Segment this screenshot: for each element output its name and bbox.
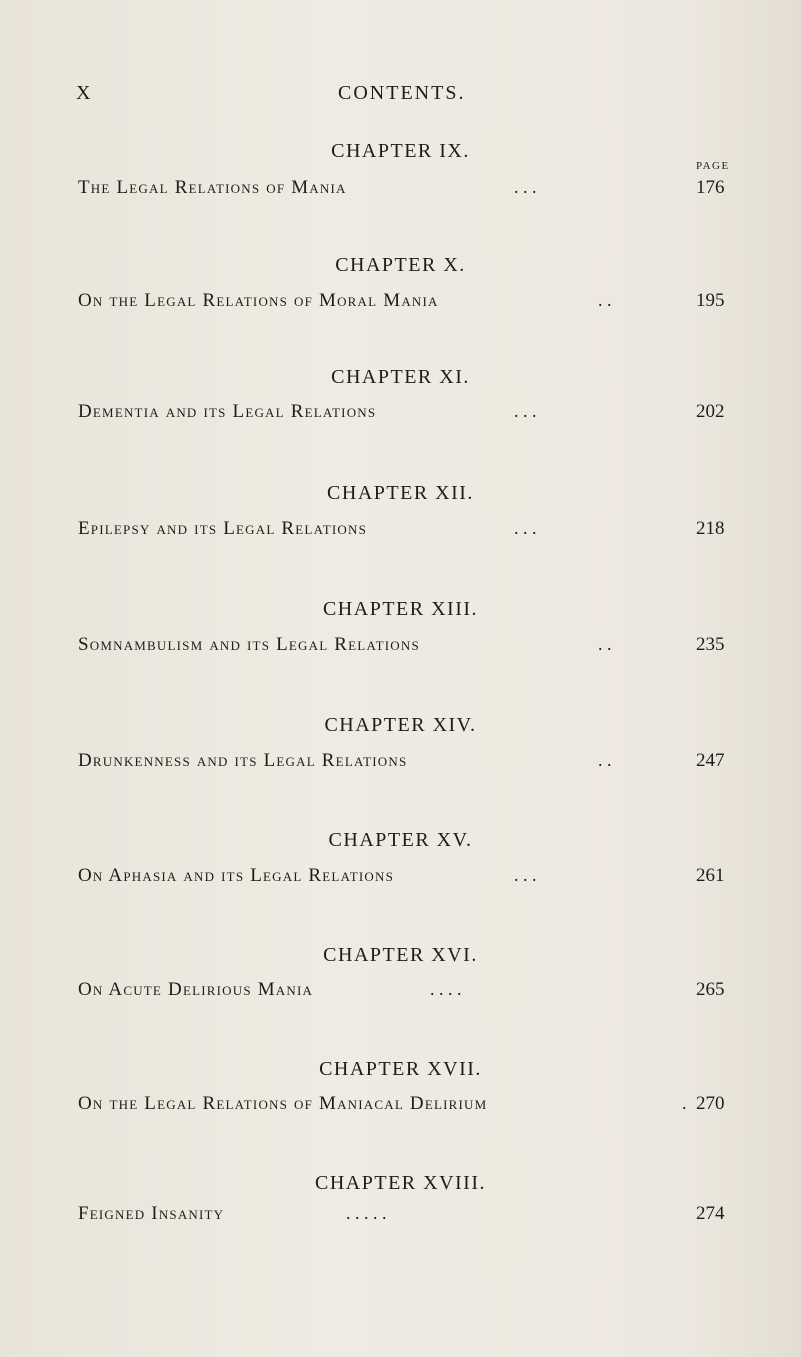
- toc-entry-title: Feigned Insanity: [78, 1203, 225, 1224]
- chapter-heading: CHAPTER XV.: [328, 829, 473, 851]
- toc-entry-page: 235: [696, 634, 725, 655]
- toc-entry-title: Epilepsy and its Legal Relations: [78, 518, 368, 539]
- toc-entry: [78, 1203, 738, 1227]
- dot-leaders: . .: [598, 290, 612, 310]
- chapter-heading: CHAPTER X.: [335, 254, 466, 276]
- dot-leaders: . .: [598, 634, 612, 654]
- toc-entry-page: 261: [696, 865, 725, 886]
- toc-entry: [78, 290, 738, 314]
- toc-entry-page: 274: [696, 1203, 725, 1224]
- dot-leaders: . .: [598, 750, 612, 770]
- toc-entry-title: The Legal Relations of Mania: [78, 177, 347, 198]
- toc-entry: [78, 401, 738, 425]
- chapter-heading: CHAPTER XVII.: [319, 1058, 482, 1080]
- chapter-heading: CHAPTER IX.: [331, 140, 470, 162]
- toc-entry-title: On the Legal Relations of Maniacal Delirium: [78, 1093, 488, 1114]
- chapter-heading: CHAPTER XIV.: [324, 714, 477, 736]
- chapter-heading: CHAPTER XVIII.: [315, 1172, 486, 1194]
- dot-leaders: . . . .: [430, 979, 462, 999]
- toc-entry: [78, 979, 738, 1003]
- toc-entry: [78, 865, 738, 889]
- toc-entry-page: 247: [696, 750, 725, 771]
- dot-leaders: . . .: [514, 401, 537, 421]
- toc-entry-page: 218: [696, 518, 725, 539]
- toc-entry-title: Somnambulism and its Legal Relations: [78, 634, 420, 655]
- toc-entry-page: 195: [696, 290, 725, 311]
- chapter-heading: CHAPTER XVI.: [323, 944, 478, 966]
- toc-entry-page: 176: [696, 177, 725, 198]
- dot-leaders: . . .: [514, 177, 537, 197]
- toc-entry-title: On the Legal Relations of Moral Mania: [78, 290, 439, 311]
- toc-entry: [78, 177, 738, 201]
- toc-entry-page: 265: [696, 979, 725, 1000]
- chapter-heading: CHAPTER XII.: [327, 482, 474, 504]
- toc-entry-title: On Acute Delirious Mania: [78, 979, 314, 1000]
- toc-entry: [78, 1093, 738, 1117]
- chapter-heading: CHAPTER XIII.: [322, 598, 479, 620]
- chapter-heading: CHAPTER XI.: [331, 366, 470, 388]
- toc-entry-page: 270: [696, 1093, 725, 1114]
- toc-entry-title: Drunkenness and its Legal Relations: [78, 750, 408, 771]
- page-column-label: PAGE: [696, 160, 730, 172]
- toc-entry-title: On Aphasia and its Legal Relations: [78, 865, 394, 886]
- running-page-number: X: [76, 82, 92, 104]
- dot-leaders: . . . . .: [346, 1203, 387, 1223]
- dot-leaders: . . .: [514, 865, 537, 885]
- toc-entry: [78, 634, 738, 658]
- toc-entry-page: 202: [696, 401, 725, 422]
- dot-leaders: . . .: [514, 518, 537, 538]
- toc-entry-title: Dementia and its Legal Relations: [78, 401, 377, 422]
- toc-entry: [78, 518, 738, 542]
- toc-entry: [78, 750, 738, 774]
- dot-leaders: .: [682, 1093, 687, 1113]
- running-title: CONTENTS.: [338, 82, 466, 104]
